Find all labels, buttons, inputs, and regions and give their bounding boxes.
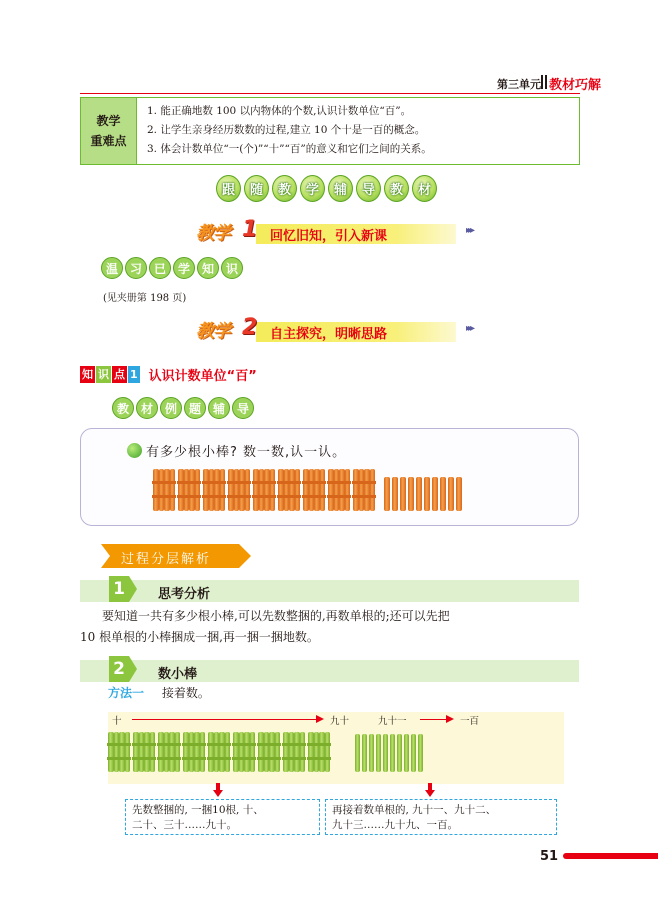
header-rule: [80, 93, 580, 94]
stick-bundle: [203, 469, 225, 511]
single-stick: [432, 477, 438, 511]
stick-bundle: [308, 732, 330, 772]
stick-bundle: [158, 732, 180, 772]
method-description: 接着数。: [161, 686, 210, 700]
key-point-item: 2. 让学生亲身经历数数的过程,建立 10 个十是一百的概念。: [147, 124, 426, 136]
arrow-right-icon: [316, 715, 324, 723]
stick-bundle: [178, 469, 200, 511]
example-question: [127, 441, 346, 460]
arrow-down-icon: [213, 783, 223, 797]
count-label-start-2: 九十一: [378, 716, 407, 727]
green-dot-icon: [127, 443, 142, 458]
single-stick: [411, 734, 416, 772]
unit-label: 第三单元: [497, 78, 541, 91]
example-box: [80, 428, 579, 526]
single-stick: [400, 477, 406, 511]
single-stick: [456, 477, 462, 511]
key-points-list: [137, 98, 579, 164]
banner-char: 教: [384, 175, 409, 202]
panel-sticks: [108, 732, 425, 772]
triple-arrow-icon: ▸▸▸: [466, 225, 473, 236]
single-stick: [383, 734, 388, 772]
explanation-line: 先数整捆的, 一捆10根, 十、: [132, 804, 264, 816]
key-points-table: [80, 97, 580, 165]
single-stick: [416, 477, 422, 511]
banner-char: 材: [412, 175, 437, 202]
single-stick: [440, 477, 446, 511]
stick-bundle: [208, 732, 230, 772]
page-number-bar: [563, 853, 658, 859]
banner-char: 随: [244, 175, 269, 202]
section-title: 回忆旧知，引入新课: [270, 229, 388, 244]
key-point-item: 3. 体会计数单位“一(个)”“十”“百”的意义和它们之间的关系。: [147, 143, 432, 155]
stick-bundle: [108, 732, 130, 772]
textbook-badge-char: 题: [184, 397, 206, 419]
stick-bundle: [183, 732, 205, 772]
stick-bundle: [303, 469, 325, 511]
review-badge-char: 学: [173, 257, 195, 279]
counting-panel: [108, 712, 564, 784]
knowledge-point-header: [80, 365, 257, 383]
step-number: 2: [109, 656, 129, 682]
step-number-tail: [129, 656, 137, 682]
knowledge-point-title: 认识计数单位“百”: [148, 368, 257, 384]
review-badge-char: 识: [221, 257, 243, 279]
step-header-2: [80, 660, 579, 682]
section-tag: 教学: [196, 223, 230, 244]
single-stick: [418, 734, 423, 772]
single-stick: [408, 477, 414, 511]
single-stick: [424, 477, 430, 511]
step-title: 思考分析: [158, 587, 211, 602]
step-number-tail: [129, 576, 137, 602]
review-badge-char: 已: [149, 257, 171, 279]
single-stick: [392, 477, 398, 511]
page-number: 51: [540, 849, 559, 864]
section-number: 1: [242, 217, 258, 242]
single-stick: [355, 734, 360, 772]
stick-bundle: [233, 732, 255, 772]
single-stick: [376, 734, 381, 772]
paragraph-line: 要知道一共有多少根小棒,可以先数整捆的,再数单根的;还可以先把: [102, 609, 450, 623]
step-number: 1: [109, 576, 129, 602]
knowledge-badge-number: 1: [130, 367, 138, 381]
header-title: 教材巧解: [549, 78, 602, 93]
section-header-1: [196, 217, 486, 244]
review-badge-char: 知: [197, 257, 219, 279]
explanation-line: 二十、三十……九十。: [132, 819, 237, 831]
explanation-box-bundles: [125, 799, 320, 835]
step-title: 数小棒: [158, 667, 198, 682]
section-title: 自主探究，明晰思路: [270, 327, 388, 342]
key-point-item: 1. 能正确地数 100 以内物体的个数,认识计数单位“百”。: [147, 105, 412, 117]
triple-arrow-icon: ▸▸▸: [466, 323, 473, 334]
banner-char: 辅: [328, 175, 353, 202]
single-stick: [448, 477, 454, 511]
stick-bundle: [258, 732, 280, 772]
page-reference: (见夹册第 198 页): [103, 293, 187, 304]
knowledge-badge: 点: [112, 366, 127, 383]
banner-char: 导: [356, 175, 381, 202]
textbook-badge-char: 辅: [208, 397, 230, 419]
section-tag: 教学: [196, 321, 230, 342]
review-badge-char: 习: [125, 257, 147, 279]
method-label: 方法一: [108, 686, 145, 700]
textbook-badge-char: 材: [136, 397, 158, 419]
knowledge-badge: 知: [80, 366, 95, 383]
method-one-line: [108, 684, 210, 701]
single-stick: [384, 477, 390, 511]
single-stick: [397, 734, 402, 772]
arrow-right-icon: [446, 715, 454, 723]
process-banner: [101, 544, 251, 568]
section-header-2: [196, 315, 486, 342]
example-sticks: [153, 469, 464, 511]
explanation-line: 九十三……九十九、一百。: [332, 819, 458, 831]
count-arrow-line: [420, 719, 448, 720]
explanation-line: 再接着数单根的, 九十一、九十二、: [332, 804, 497, 816]
count-label-start: 十: [112, 716, 122, 727]
count-arrow-line: [132, 719, 318, 720]
explanation-box-singles: [325, 799, 557, 835]
banner-char: 学: [300, 175, 325, 202]
step1-paragraph: [80, 606, 580, 648]
textbook-badge-char: 教: [112, 397, 134, 419]
single-stick: [369, 734, 374, 772]
review-badge-char: 温: [101, 257, 123, 279]
knowledge-badge: 识: [96, 366, 111, 383]
textbook-badge-char: 导: [232, 397, 254, 419]
single-stick: [362, 734, 367, 772]
textbook-badges: [112, 397, 254, 419]
banner-char: 教: [272, 175, 297, 202]
single-stick: [390, 734, 395, 772]
header-divider: [541, 75, 543, 89]
stick-bundle: [353, 469, 375, 511]
single-stick: [404, 734, 409, 772]
section-number: 2: [242, 315, 258, 340]
banner-char: 跟: [216, 175, 241, 202]
page-header: [0, 72, 658, 93]
paragraph-line: 10 根单根的小棒捆成一捆,再一捆一捆地数。: [80, 630, 319, 644]
key-points-label: [81, 98, 137, 164]
step-header-1: [80, 580, 579, 602]
main-banner: [216, 175, 442, 203]
stick-bundle: [328, 469, 350, 511]
process-label: 过程分层解析: [121, 552, 212, 567]
header-divider: [545, 75, 547, 89]
example-question-text: 有多少根小棒? 数一数,认一认。: [146, 445, 347, 460]
stick-bundle: [133, 732, 155, 772]
key-points-label-line2: 重难点: [90, 134, 127, 148]
stick-bundle: [153, 469, 175, 511]
count-label-end-2: 一百: [460, 716, 480, 727]
arrow-down-icon: [425, 783, 435, 797]
stick-bundle: [228, 469, 250, 511]
textbook-badge-char: 例: [160, 397, 182, 419]
stick-bundle: [283, 732, 305, 772]
review-badges: [101, 257, 243, 279]
stick-bundle: [278, 469, 300, 511]
count-label-end: 九十: [330, 716, 350, 727]
stick-bundle: [253, 469, 275, 511]
key-points-label-line1: 教学: [96, 114, 121, 128]
